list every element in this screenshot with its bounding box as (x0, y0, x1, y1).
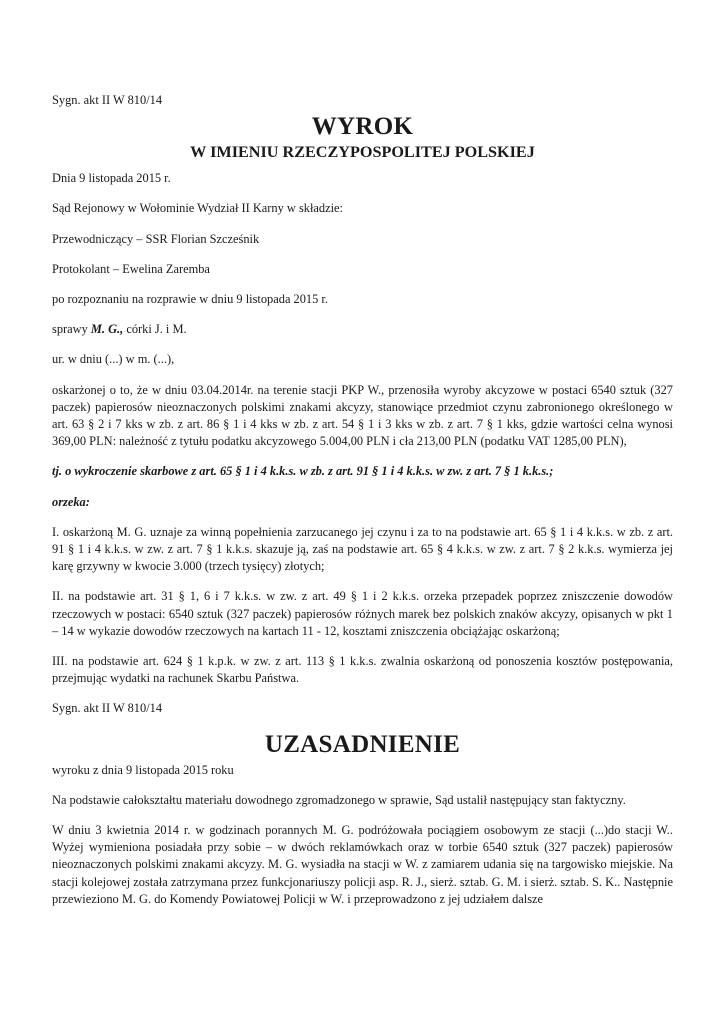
court-composition: Sąd Rejonowy w Wołominie Wydział II Karny w składzie: (52, 201, 343, 216)
justification-signature: Sygn. akt II W 810/14 (52, 701, 163, 716)
justification-title: UZASADNIENIE (264, 730, 461, 758)
document-subtitle: W IMIENIU RZECZYPOSPOLITEJ POLSKIEJ (190, 143, 535, 162)
justification-intro: Na podstawie całokształtu materiału dowodnego zgromadzonego w sprawie, Sąd ustalił następujący stan faktyczny. (52, 792, 626, 807)
verdict-point-1: I. oskarżoną M. G. uznaje za winną popełnienia zarzucanego jej czynu i za to na podstawie art. 65 § 1 i 4 k.k.s. w zb. z art. 91 § 1 i 4 k.k.s. w zw. z art. 7 § 1 k.k.s. skazuje ją, zaś na podstawie art. 65 § 4 k.k.s. w zw. z art. 7 § 2 k.k.s. wymierza jej karę grzywny w kwocie 3.000 (trzech tysięcy) złotych; (52, 524, 673, 574)
hearing-date: po rozpoznaniu na rozprawie w dniu 9 listopada 2015 r. (52, 292, 328, 307)
judgment-document (52, 92, 673, 908)
charge-text: oskarżonej o to, że w dniu 03.04.2014r. na terenie stacji PKP W., przenosiła wyroby akcyzowe w postaci 6540 sztuk (327 paczek) papierosów nieoznaczonych polskimi znakami akcyzy, stanowiące przedmiot czynu zabronionego określonego w art. 63 § 2 i 7 kks w zb. z art. 86 § 1 i 4 kks w zb. z art. 54 § 1 i 3 kks w zb. z art. 7 § 1 kks, gdzie wartości celna wynosi 369,00 PLN: należność z tytułu podatku akcyzowego 5.004,00 PLN i cła 213,00 PLN (podatku VAT 1285,00 PLN), (52, 382, 673, 449)
justification-subtitle: wyroku z dnia 9 listopada 2015 roku (52, 762, 234, 777)
defendant-name: M. G., (90, 322, 124, 337)
presiding-judge: Przewodniczący – SSR Florian Szcześnik (52, 231, 260, 246)
verdict-point-2: II. na podstawie art. 31 § 1, 6 i 7 k.k.s. w zw. z art. 49 § 1 i 2 k.k.s. orzeka przepadek poprzez zniszczenie dowodów rzeczowych w postaci: 6540 sztuk (327 paczek) papierosów różnych marek bez polskich znaków akcyzy, opisanych w pkt 1 – 14 w wykazie dowodów rzeczowych na kartach 11 - 12, kosztami zniszczenia obciążając oskarżoną; (52, 589, 673, 638)
verdict-point-3: III. na podstawie art. 624 § 1 k.p.k. w zw. z art. 113 § 1 k.k.s. zwalnia oskarżoną od ponoszenia kosztów postępowania, przejmując wydatki na rachunek Skarbu Państwa. (52, 654, 673, 686)
document-title: WYROK (311, 113, 414, 141)
court-clerk: Protokolant – Ewelina Zaremba (52, 261, 210, 276)
case-suffix: córki J. i M. (123, 322, 187, 337)
birth-info: ur. w dniu (...) w m. (...), (52, 352, 175, 367)
verdict-date: Dnia 9 listopada 2015 r. (52, 171, 171, 186)
justification-facts: W dniu 3 kwietnia 2014 r. w godzinach porannych M. G. podróżowała pociągiem osobowym ze stacji (...)do stacji W.. Wyżej wymieniona posiadała przy sobie – w dwóch reklamówkach oraz w torbie 6540 sztuk (327 paczek) papierosów nieoznaczonych polskimi znakami akcyzy. M. G. wysiadła na stacji w W. z zamiarem udania się na targowisko miejskie. Na stacji kolejowej została zatrzymana przez funkcjonariuszy policji asp. R. J., sierż. sztab. G. M. i sierż. sztab. S. K.. Następnie przewieziono M. G. do Komendy Powiatowej Policji w W. i przeprowadzono z jej udziałem dalsze (52, 823, 673, 906)
case-party (52, 321, 673, 338)
orders-heading: orzeka: (52, 494, 90, 509)
offence-qualification: tj. o wykroczenie skarbowe z art. 65 § 1 i 4 k.k.s. w zb. z art. 91 § 1 i 4 k.k.s. w zw. z art. 7 § 1 k.k.s.; (52, 464, 554, 479)
case-prefix: sprawy (52, 322, 91, 337)
case-signature: Sygn. akt II W 810/14 (52, 93, 163, 107)
